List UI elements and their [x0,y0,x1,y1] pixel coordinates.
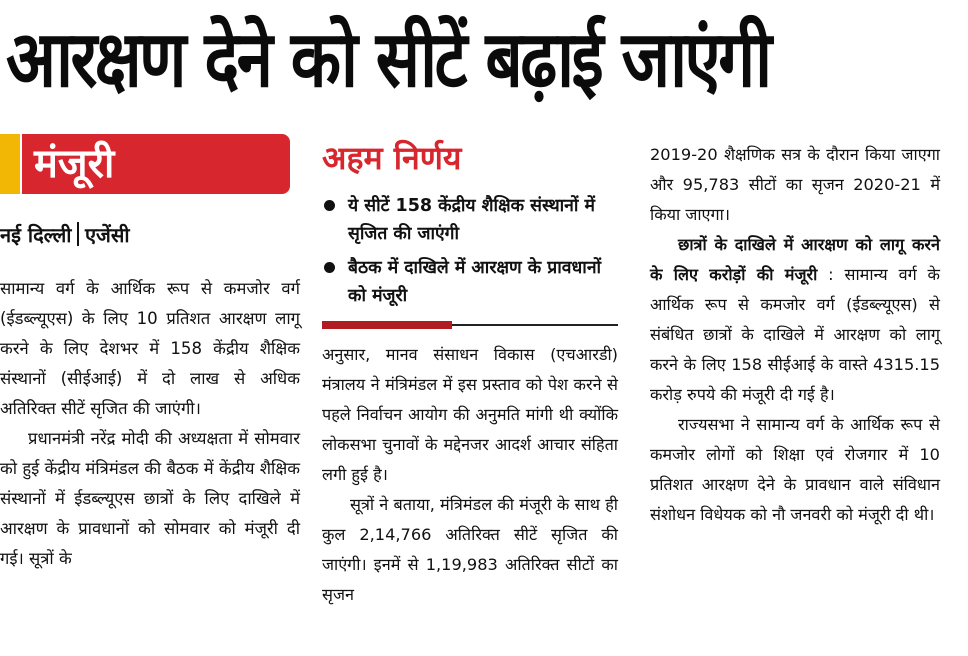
column-3 [650,140,940,530]
dateline-source: एजेंसी [84,223,130,247]
dateline-city: नई दिल्ली [0,223,72,247]
col1-paragraph-1: सामान्य वर्ग के आर्थिक रूप से कमजोर वर्ग (ईडब्ल्यूएस) के लिए 10 प्रतिशत आरक्षण लागू करने के लिए देशभर में 158 केंद्रीय शैक्षिक संस्थानों (सीईआई) में दो लाख से अधिक अतिरिक्त सीटें सृजित की जाएंगी। [0,279,300,418]
headline: आरक्षण देने को सीटें बढ़ाई जाएंगी [6,15,770,105]
box-bullet-text: बैठक में दाखिले में आरक्षण के प्रावधानों को मंजूरी [348,258,602,306]
column-1 [0,132,300,574]
box-divider [322,320,618,330]
col1-paragraph-2: प्रधानमंत्री नरेंद्र मोदी की अध्यक्षता में सोमवार को हुई केंद्रीय मंत्रिमंडल की बैठक में केंद्रीय शैक्षिक संस्थानों में ईडब्ल्यूएस छात्रों के लिए दाखिले में आरक्षण के प्रावधानों को सोमवार को मंजूरी दी गई। सूत्रों के [0,429,300,568]
bullet-dot-icon [324,200,335,211]
col3-paragraph-1: 2019-20 शैक्षणिक सत्र के दौरान किया जाएगा और 95,783 सीटों का सृजन 2020-21 में किया जाएगा। [650,145,940,224]
divider-thick [322,321,452,329]
column-2 [322,134,618,610]
col3-subheading-rest: : सामान्य वर्ग के आर्थिक रूप से कमजोर वर्ग (ईडब्ल्यूएस) से संबंधित छात्रों के दाखिले में आरक्षण को लागू करने के लिए 158 सीईआई के वास्ते 4315.15 करोड़ रुपये की मंजूरी दी गई है। [650,265,940,404]
section-tag-label: मंजूरी [34,141,115,187]
tag-yellow-block [0,134,20,194]
divider-thin [452,324,618,326]
box-bullet-item [322,192,618,248]
col3-subheading: छात्रों के दाखिले में आरक्षण को लागू करने के लिए करोड़ों की मंजूरी [650,235,940,284]
dateline-separator [77,222,79,246]
section-tag [0,132,300,196]
box-bullet-item [322,254,618,310]
box-bullet-text: ये सीटें 158 केंद्रीय शैक्षिक संस्थानों में सृजित की जाएंगी [348,196,595,244]
box-heading: अहम निर्णय [322,139,462,177]
col2-paragraph-2: सूत्रों ने बताया, मंत्रिमंडल की मंजूरी के साथ ही कुल 2,14,766 अतिरिक्त सीटें सृजित की जाएंगी। इनमें से 1,19,983 अतिरिक्त सीटों का सृजन [322,495,618,604]
bullet-dot-icon [324,262,335,273]
dateline [0,220,300,250]
col2-paragraph-1: अनुसार, मानव संसाधन विकास (एचआरडी) मंत्रालय ने मंत्रिमंडल में इस प्रस्ताव को पेश करने से पहले निर्वाचन आयोग की अनुमति मांगी थी क्योंकि लोकसभा चुनावों के मद्देनजर आदर्श आचार संहिता लगी हुई है। [322,345,618,484]
col3-paragraph-3: राज्यसभा ने सामान्य वर्ग के आर्थिक रूप से कमजोर लोगों को शिक्षा एवं रोजगार में 10 प्रतिशत आरक्षण देने के प्रावधान वाले संविधान संशोधन विधेयक को नौ जनवरी को मंजूरी दी थी। [650,415,940,524]
col3-paragraph-2 [650,230,940,410]
box-bullet-list [322,192,618,310]
